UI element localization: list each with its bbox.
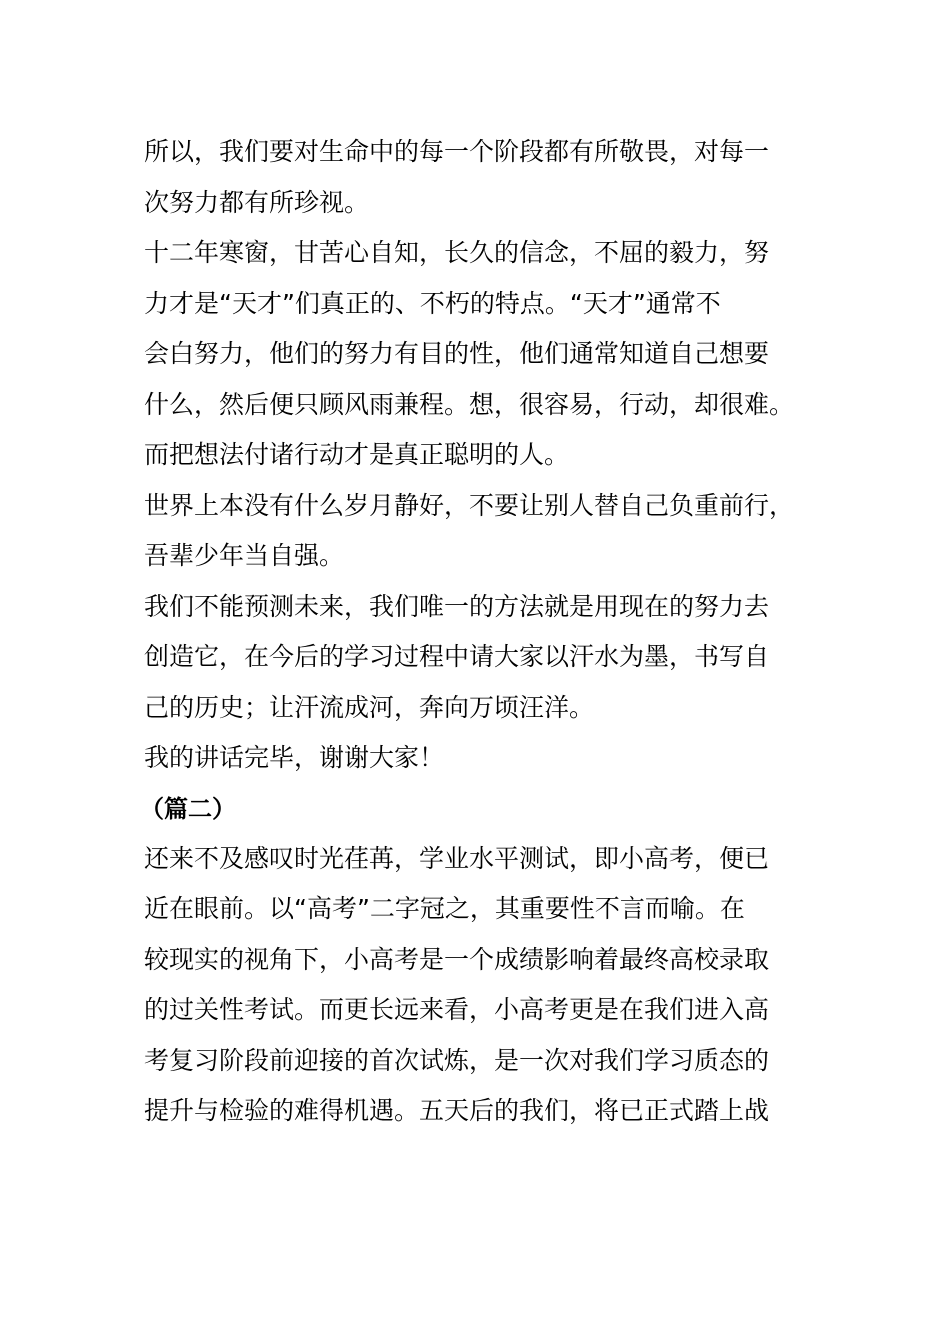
document-body	[140, 127, 804, 1137]
text-line: 世界上本没有什么岁月静好，不要让别人替自己负重前行，	[144, 490, 795, 520]
text-line: 提升与检验的难得机遇。五天后的我们，将已正式踏上战	[144, 1096, 770, 1125]
text-line: 考复习阶段前迎接的首次试炼，是一次对我们学习质态的	[144, 1045, 770, 1075]
paragraph-closing	[144, 733, 804, 784]
text-line: 次努力都有所珍视。	[144, 187, 370, 217]
text-line: 十二年寒窗，甘苦心自知，长久的信念，不屈的毅力，努	[144, 238, 770, 267]
text-line: 所以，我们要对生命中的每一个阶段都有所敬畏，对每一	[144, 137, 770, 166]
text-line: 什么，然后便只顾风雨兼程。想，很容易，行动，却很难。	[144, 389, 795, 419]
text-line: 而把想法付诸行动才是真正聪明的人。	[144, 440, 570, 469]
text-line: 较现实的视角下，小高考是一个成绩影响着最终高校录取	[144, 944, 770, 974]
text-line: 会白努力，他们的努力有目的性，他们通常知道自己想要	[144, 339, 770, 368]
text-line: 己的历史；让汗流成河，奔向万顷汪洋。	[144, 692, 595, 722]
paragraph-section-two	[144, 834, 804, 1137]
text-line: 的过关性考试。而更长远来看，小高考更是在我们进入高	[144, 995, 770, 1024]
section-heading: （篇二）	[140, 794, 236, 823]
paragraph-twelve-years	[144, 228, 804, 481]
paragraph-self-strength	[144, 481, 804, 582]
text-line: 近在眼前。以“高考”二字冠之，其重要性不言而喻。在	[144, 894, 745, 923]
text-line: 我们不能预测未来，我们唯一的方法就是用现在的努力去	[144, 591, 770, 621]
paragraph-reverence	[144, 127, 804, 228]
text-line: 我的讲话完毕，谢谢大家！	[144, 743, 445, 772]
text-line: 创造它，在今后的学习过程中请大家以汗水为墨，书写自	[144, 642, 770, 671]
text-line: 吾辈少年当自强。	[144, 541, 345, 570]
paragraph-future	[144, 582, 804, 734]
text-line: 还来不及感叹时光荏苒，学业水平测试，即小高考，便已	[144, 843, 770, 873]
text-line: 力才是“天才”们真正的、不朽的特点。“天才”通常不	[144, 288, 721, 318]
